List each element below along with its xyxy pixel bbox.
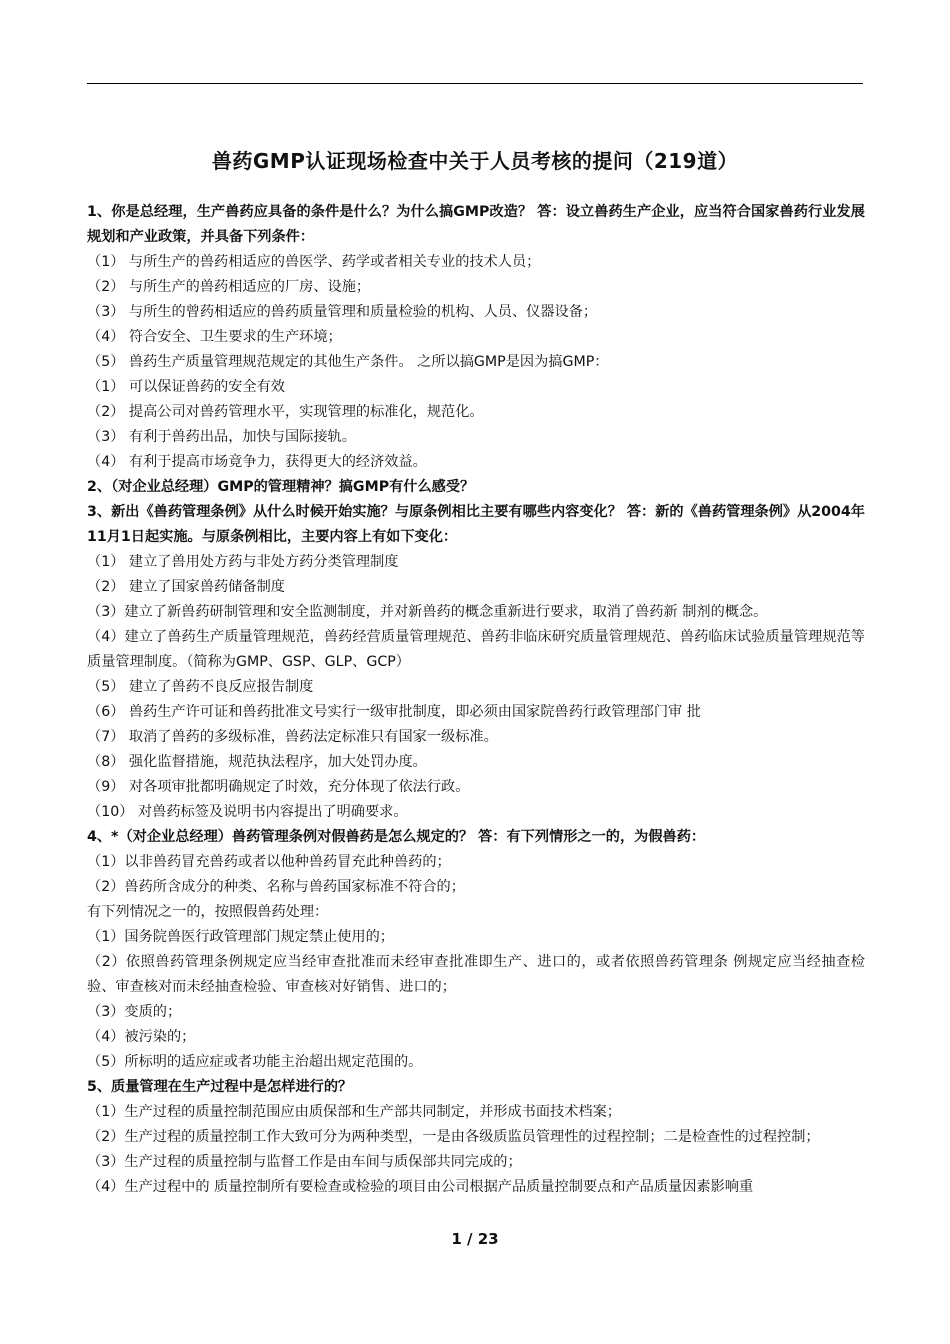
- text-paragraph: （2） 提高公司对兽药管理水平，实现管理的标准化，规范化。: [87, 404, 484, 420]
- question-paragraph: 3、新出《兽药管理条例》从什么时候开始实施？与原条例相比主要有哪些内容变化？ 答：新的《兽药管理条例》从2004年11月1日起实施。与原条例相比，主要内容上有如下变化：: [87, 504, 865, 545]
- text-paragraph: （3）变质的；: [87, 1004, 182, 1020]
- text-paragraph: （1）生产过程的质量控制范围应由质保部和生产部共同制定，并形成书面技术档案；: [87, 1104, 621, 1120]
- text-paragraph: （2）生产过程的质量控制工作大致可分为两种类型，一是由各级质监员管理性的过程控制；二是检查性的过程控制；: [87, 1129, 820, 1145]
- text-paragraph: （5） 建立了兽药不良反应报告制度: [87, 679, 314, 695]
- text-paragraph: （1）以非兽药冒充兽药或者以他种兽药冒充此种兽药的；: [87, 854, 451, 870]
- text-paragraph: （4）生产过程中的 质量控制所有要检查或检验的项目由公司根据产品质量控制要点和产品质量因素影响重: [87, 1179, 754, 1195]
- text-paragraph: （3） 与所生的曾药相适应的兽药质量管理和质量检验的机构、人员、仪器设备；: [87, 304, 598, 320]
- text-paragraph: 有下列情况之一的，按照假兽药处理：: [87, 904, 329, 920]
- text-paragraph: （1） 建立了兽用处方药与非处方药分类管理制度: [87, 554, 399, 570]
- text-paragraph: （1） 可以保证兽药的安全有效: [87, 379, 285, 395]
- text-paragraph: （4） 符合安全、卫生要求的生产环境；: [87, 329, 342, 345]
- question-paragraph: 1、你是总经理，生产兽药应具备的条件是什么？为什么搞GMP改造？ 答：设立兽药生产企业，应当符合国家兽药行业发展规划和产业政策，并具备下列条件：: [87, 204, 865, 245]
- text-paragraph: （4）被污染的；: [87, 1029, 196, 1045]
- text-paragraph: （1）国务院兽医行政管理部门规定禁止使用的；: [87, 929, 394, 945]
- text-paragraph: （5） 兽药生产质量管理规范规定的其他生产条件。 之所以搞GMP是因为搞GMP：: [87, 354, 609, 370]
- page-number: 1 / 23: [451, 1230, 499, 1248]
- text-paragraph: （2） 建立了国家兽药储备制度: [87, 579, 285, 595]
- text-paragraph: （8） 强化监督措施，规范执法程序，加大处罚办度。: [87, 754, 427, 770]
- question-paragraph: 4、*（对企业总经理）兽药管理条例对假兽药是怎么规定的？ 答：有下列情形之一的，为假兽药：: [87, 829, 706, 845]
- text-paragraph: （2）依照兽药管理条例规定应当经审查批准而未经审查批准即生产、进口的，或者依照兽药管理条 例规定应当经抽查检验、审查核对而未经抽查检验、审查核对好销售、进口的；: [87, 954, 865, 995]
- text-paragraph: （9） 对各项审批都明确规定了时效，充分体现了依法行政。: [87, 779, 470, 795]
- question-paragraph: 5、质量管理在生产过程中是怎样进行的？: [87, 1079, 353, 1095]
- text-paragraph: （3）建立了新兽药研制管理和安全监测制度，并对新兽药的概念重新进行要求，取消了兽药新 制剂的概念。: [87, 604, 768, 620]
- question-paragraph: 2、（对企业总经理）GMP的管理精神？搞GMP有什么感受？: [87, 479, 475, 495]
- text-paragraph: （1） 与所生产的兽药相适应的兽医学、药学或者相关专业的技术人员；: [87, 254, 541, 270]
- document-title: 兽药GMP认证现场检查中关于人员考核的提问（219道）: [211, 149, 739, 173]
- text-paragraph: （10） 对兽药标签及说明书内容提出了明确要求。: [87, 804, 408, 820]
- text-paragraph: （4） 有利于提高市场竟争力，获得更大的经济效益。: [87, 454, 427, 470]
- text-paragraph: （2）兽药所含成分的种类、名称与兽药国家标准不符合的；: [87, 879, 465, 895]
- text-paragraph: （2） 与所生产的兽药相适应的厂房、设施；: [87, 279, 371, 295]
- text-paragraph: （4）建立了兽药生产质量管理规范，兽药经营质量管理规范、兽药非临床研究质量管理规范、兽药临床试验质量管理规范等质量管理制度。（简称为GMP、GSP、GLP、GCP）: [87, 629, 865, 670]
- text-paragraph: （7） 取消了兽药的多级标准，兽药法定标准只有国家一级标准。: [87, 729, 498, 745]
- header-rule: [87, 83, 863, 84]
- text-paragraph: （6） 兽药生产许可证和兽药批准文号实行一级审批制度，即必须由国家院兽药行政管理部门审 批: [87, 704, 701, 720]
- document-body: [87, 200, 865, 1200]
- text-paragraph: （5）所标明的适应症或者功能主治超出规定范围的。: [87, 1054, 423, 1070]
- text-paragraph: （3） 有利于兽药出品，加快与国际接轨。: [87, 429, 356, 445]
- text-paragraph: （3）生产过程的质量控制与监督工作是由车间与质保部共同完成的；: [87, 1154, 522, 1170]
